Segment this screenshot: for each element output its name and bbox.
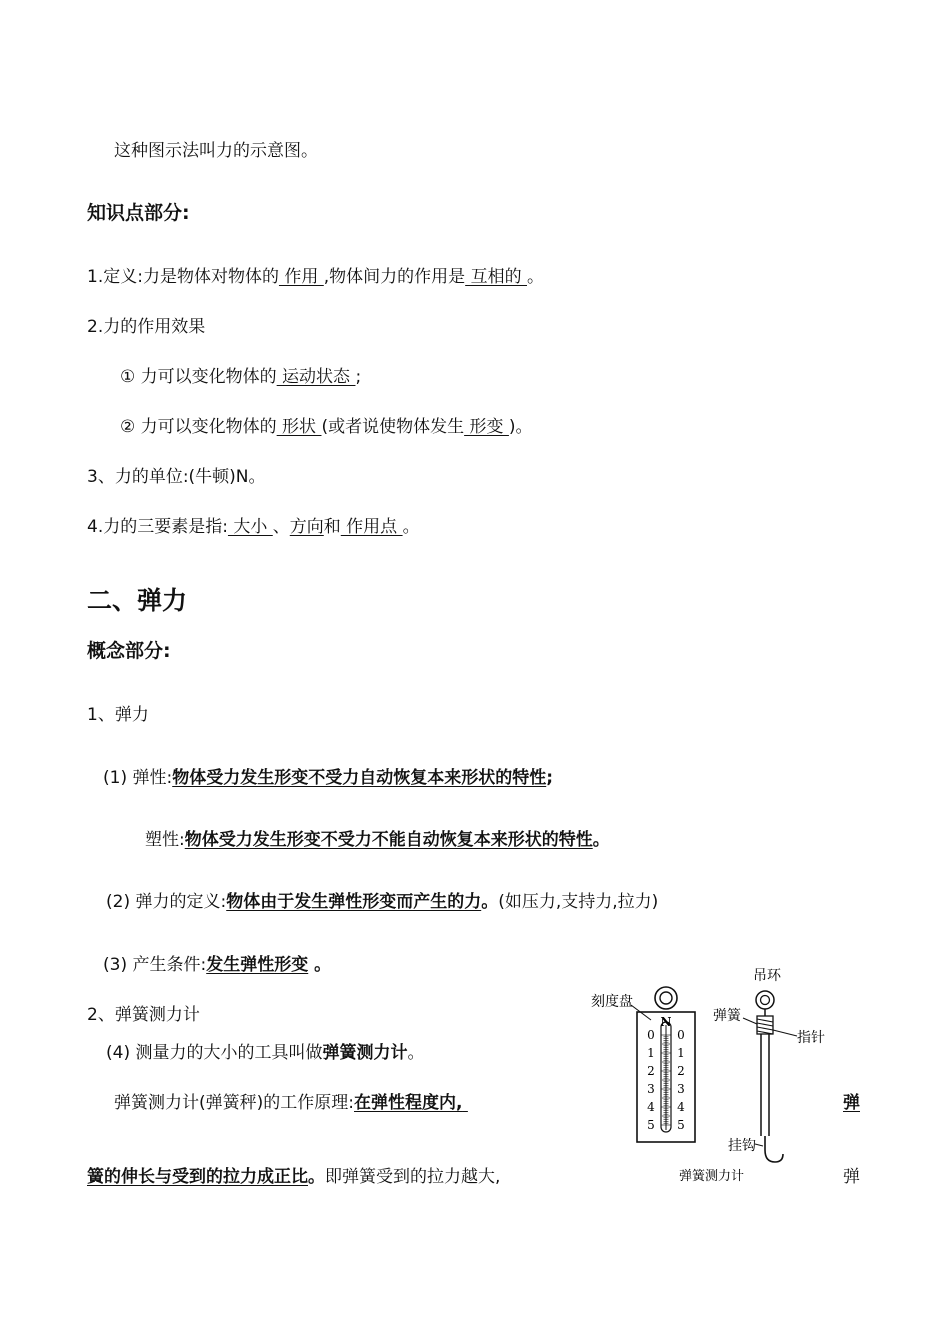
elasticity-label: (1) 弹性: [103, 768, 173, 788]
figure-caption: 弹簧测力计 [679, 1169, 745, 1184]
condition-label: (3) 产生条件: [103, 955, 207, 975]
definition-line [87, 266, 544, 288]
principle-continuation: 即弹簧受到的拉力越大, [325, 1167, 501, 1187]
scale-label: 3 [647, 1082, 655, 1096]
concept-heading: 概念部分: [87, 640, 171, 662]
scale-label: 4 [677, 1100, 685, 1114]
principle-line [114, 1092, 476, 1114]
elements-suffix: 。 [402, 517, 420, 537]
definition-prefix: 1.定义:力是物体对物体的 [87, 267, 279, 287]
spring-scale-figure [585, 960, 840, 1190]
dial-ring-outer [655, 987, 677, 1009]
scale-label: 4 [647, 1100, 655, 1114]
elasticity-definition: 物体受力发生形变不受力自动恢复本来形状的特性 [172, 768, 547, 788]
effect-title: 2.力的作用效果 [87, 317, 206, 337]
label-dial: 刻度盘 [591, 994, 633, 1010]
effect-item-2-blank-1: 形状 [276, 417, 322, 437]
ring-outer [756, 991, 774, 1009]
effect-item-1-suffix: ; [355, 367, 362, 387]
subsection-elastic: 1、弹力 [87, 705, 149, 725]
side-device [743, 991, 797, 1162]
elastic-force-period: 。 [481, 892, 499, 912]
hook [765, 1136, 783, 1162]
scale-label: 0 [647, 1028, 655, 1042]
effect-item-1-prefix: ① 力可以变化物体的 [120, 367, 277, 387]
elements-blank-2: 方向 [289, 517, 324, 537]
intro-text: 这种图示法叫力的示意图。 [114, 141, 318, 161]
elements-sep-1: 、 [272, 517, 290, 537]
plasticity-label: 塑性: [145, 830, 185, 850]
elasticity-suffix: ; [546, 768, 554, 788]
principle-period: 。 [308, 1167, 325, 1187]
section-title: 二、弹力 [87, 586, 188, 615]
scale-label: 1 [677, 1046, 685, 1060]
scale-label: 5 [677, 1118, 685, 1132]
scale-label: 2 [677, 1064, 685, 1078]
condition-value: 发生弹性形变 [206, 955, 309, 975]
tool-suffix: 。 [407, 1043, 425, 1063]
elements-sep-2: 和 [323, 517, 341, 537]
dial-ring-inner [660, 992, 672, 1004]
elements-prefix: 4.力的三要素是指: [87, 517, 228, 537]
effect-item-2 [120, 416, 533, 438]
label-spring: 弹簧 [713, 1008, 741, 1024]
pointer-leader [773, 1030, 797, 1036]
principle-right-char: 弹 [843, 1093, 860, 1113]
principle-rule: 簧的伸长与受到的拉力成正比 [87, 1167, 308, 1187]
label-hook: 挂钩 [728, 1138, 756, 1154]
definition-mid: ,物体间力的作用是 [323, 267, 466, 287]
definition-suffix: 。 [526, 267, 544, 287]
definition-blank-1: 作用 [278, 267, 324, 287]
elastic-force-line [106, 891, 658, 913]
principle-label: 弹簧测力计(弹簧秤)的工作原理: [114, 1093, 354, 1113]
definition-blank-2: 互相的 [465, 267, 527, 287]
elasticity-line [103, 767, 553, 789]
effect-item-2-suffix: )。 [508, 417, 533, 437]
dial-scale-left [647, 1028, 655, 1132]
dial-scale-right [677, 1028, 685, 1132]
condition-suffix: 。 [308, 955, 332, 975]
tool-line [106, 1042, 424, 1064]
dial-unit-letter: N [660, 1015, 672, 1029]
spring-coils [757, 1019, 773, 1034]
condition-line [103, 954, 331, 976]
elastic-force-definition: 物体由于发生弹性形变而产生的力 [226, 892, 482, 912]
elements-line [87, 516, 420, 538]
effect-item-1 [120, 366, 361, 388]
principle-start: 在弹性程度内, [354, 1093, 463, 1113]
elements-blank-1: 大小 [227, 517, 273, 537]
tool-prefix: (4) 测量力的大小的工具叫做 [106, 1043, 323, 1063]
spring-leader [743, 1018, 757, 1024]
ring-inner [761, 996, 770, 1005]
elements-blank-3: 作用点 [340, 517, 403, 537]
effect-item-2-blank-2: 形变 [464, 417, 509, 437]
plasticity-definition: 物体受力发生形变不受力不能自动恢复本来形状的特性 [184, 830, 593, 850]
subsection-spring-scale: 2、弹簧测力计 [87, 1005, 200, 1025]
scale-label: 5 [647, 1118, 655, 1132]
scale-label: 0 [677, 1028, 685, 1042]
scale-label: 1 [647, 1046, 655, 1060]
knowledge-heading: 知识点部分: [87, 202, 190, 224]
plasticity-suffix: 。 [592, 830, 610, 850]
effect-item-2-prefix: ② 力可以变化物体的 [120, 417, 277, 437]
effect-item-1-blank: 运动状态 [276, 367, 356, 387]
label-ring: 吊环 [753, 968, 781, 984]
hook-leader [755, 1144, 763, 1146]
dial-device [631, 987, 695, 1142]
plasticity-line [145, 829, 610, 851]
label-pointer: 指针 [797, 1030, 825, 1046]
elastic-force-label: (2) 弹力的定义: [106, 892, 227, 912]
unit-line: 3、力的单位:(牛顿)N。 [87, 467, 266, 487]
elastic-force-examples: (如压力,支持力,拉力) [498, 892, 659, 912]
principle-cont-right-char: 弹 [843, 1167, 860, 1187]
principle-cont-line [87, 1166, 500, 1188]
effect-item-2-mid: (或者说使物体发生 [321, 417, 465, 437]
tool-name: 弹簧测力计 [322, 1043, 408, 1063]
scale-label: 2 [647, 1064, 655, 1078]
scale-label: 3 [677, 1082, 685, 1096]
